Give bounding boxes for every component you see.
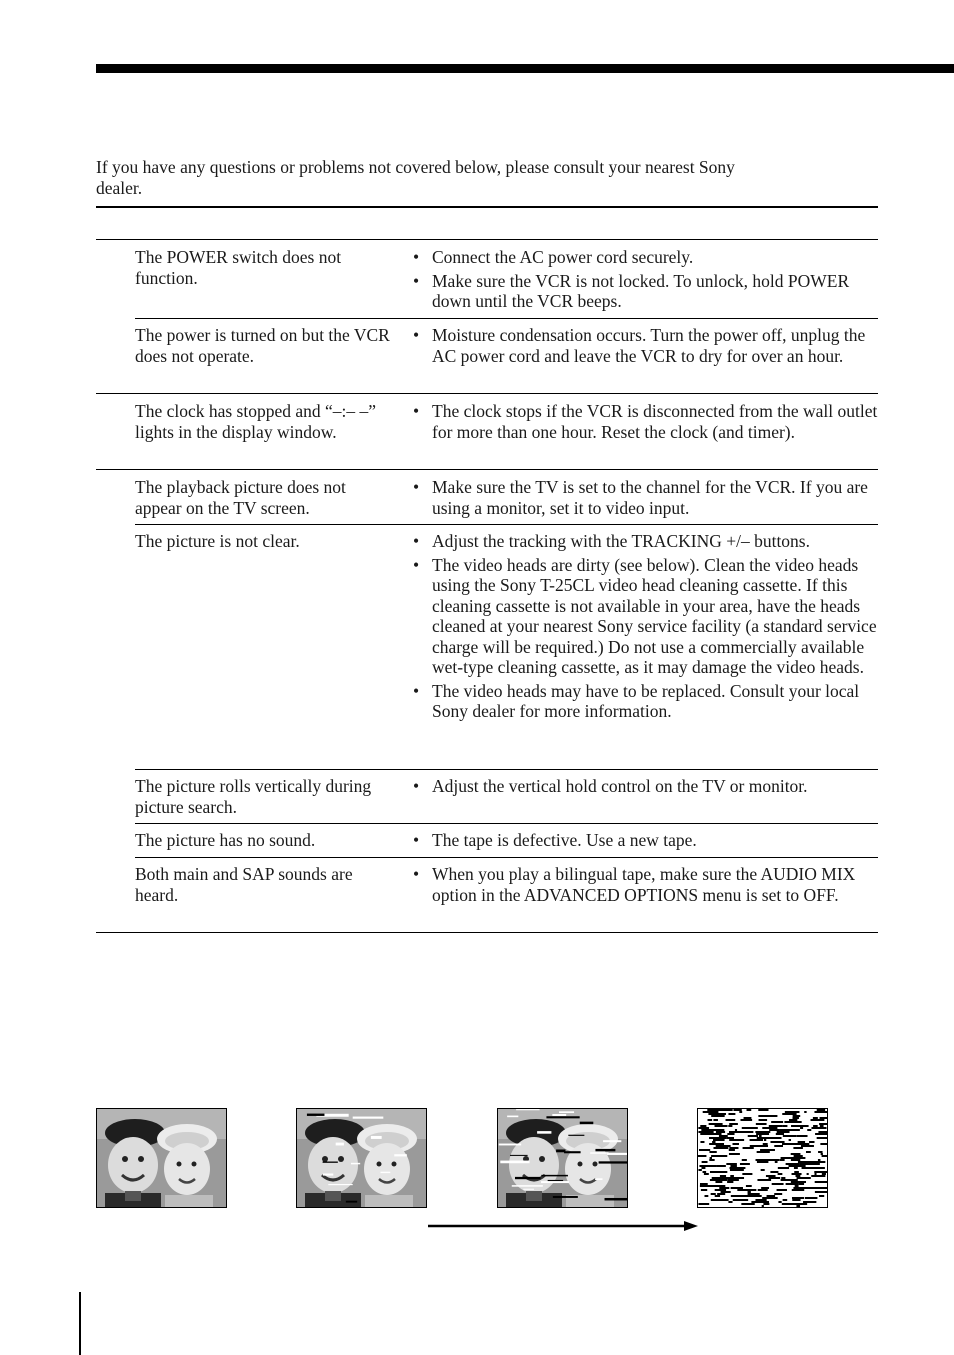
troubleshooting-table — [96, 239, 878, 933]
remedy-text: The video heads are dirty (see below). Clean the video heads using the Sony T-25CL video head cleaning cassette. If this cleaning cassette is not available in your area, have the heads cleaned at your nearest Sony service facility (a standard service charge will be required.) Do not use a commercially available wet-type cleaning cassette, as it may damage the video heads. — [432, 554, 877, 677]
bullet-icon: • — [413, 325, 420, 345]
problem-text: The picture is not clear. — [135, 531, 300, 551]
table-bottom-rule — [96, 932, 878, 933]
remedy-text: Adjust the tracking with the TRACKING +/– buttons. — [432, 531, 810, 551]
bullet-icon: • — [413, 830, 420, 850]
noisy-picture-photo — [497, 1108, 628, 1208]
remedy-item — [408, 477, 878, 518]
remedy-list — [96, 524, 878, 722]
page-margin-line — [79, 1292, 81, 1355]
remedy-item — [408, 864, 878, 905]
problem-text: Both main and SAP sounds are heard. — [135, 864, 353, 905]
slightly-noisy-picture-photo — [296, 1108, 427, 1208]
remedy-item — [408, 681, 878, 722]
intro-text: If you have any questions or problems not covered below, please consult your nearest Sony dealer. — [96, 157, 735, 198]
problem-text: The picture has no sound. — [135, 830, 316, 850]
bullet-icon: • — [413, 864, 420, 884]
bullet-icon: • — [413, 554, 420, 575]
remedy-item — [408, 555, 878, 678]
remedy-item — [408, 776, 878, 797]
remedy-item — [408, 325, 878, 366]
bullet-icon: • — [413, 776, 420, 796]
remedy-text: Moisture condensation occurs. Turn the power off, unplug the AC power cord and leave the VCR to dry for over an hour. — [432, 325, 866, 366]
problem-text: The clock has stopped and “–:– –” lights in the display window. — [135, 401, 377, 442]
bullet-icon: • — [413, 680, 420, 701]
remedy-text: The tape is defective. Use a new tape. — [432, 830, 697, 850]
remedy-text: Make sure the TV is set to the channel for the VCR. If you are using a monitor, set it to video input. — [432, 477, 868, 518]
table-row — [96, 393, 878, 469]
remedy-item — [408, 247, 878, 268]
problem-text: The picture rolls vertically during picture search. — [135, 776, 372, 817]
remedy-text: The video heads may have to be replaced. Consult your local Sony dealer for more information. — [432, 680, 860, 721]
clear-picture-photo — [96, 1108, 227, 1208]
header-bar — [96, 64, 954, 73]
section-rule — [96, 206, 878, 208]
problem-text: The POWER switch does not function. — [135, 247, 342, 288]
table-row — [96, 239, 878, 318]
bullet-icon: • — [413, 531, 420, 551]
remedy-item — [408, 271, 878, 312]
table-row — [96, 769, 878, 823]
remedy-item — [408, 531, 878, 552]
bullet-icon: • — [413, 270, 420, 291]
remedy-text: Adjust the vertical hold control on the TV or monitor. — [432, 776, 808, 796]
table-row — [96, 524, 878, 769]
remedy-text: Make sure the VCR is not locked. To unlock, hold POWER down until the VCR beeps. — [432, 270, 850, 311]
arrow-right-icon — [428, 1218, 698, 1234]
table-row — [96, 469, 878, 524]
table-row — [96, 823, 878, 857]
problem-text: The power is turned on but the VCR does not operate. — [135, 325, 390, 366]
remedy-text: When you play a bilingual tape, make sure the AUDIO MIX option in the ADVANCED OPTIONS menu is set to OFF. — [432, 864, 856, 905]
bullet-icon: • — [413, 401, 420, 421]
bullet-icon: • — [413, 247, 420, 267]
remedy-text: The clock stops if the VCR is disconnected from the wall outlet for more than one hour. Reset the clock (and timer). — [432, 401, 878, 442]
no-picture-noise — [697, 1108, 828, 1208]
remedy-item — [408, 830, 878, 851]
remedy-text: Connect the AC power cord securely. — [432, 247, 694, 267]
table-row — [96, 857, 878, 932]
bullet-icon: • — [413, 477, 420, 497]
table-row — [96, 318, 878, 393]
remedy-item — [408, 401, 878, 442]
problem-text: The playback picture does not appear on the TV screen. — [135, 477, 346, 518]
